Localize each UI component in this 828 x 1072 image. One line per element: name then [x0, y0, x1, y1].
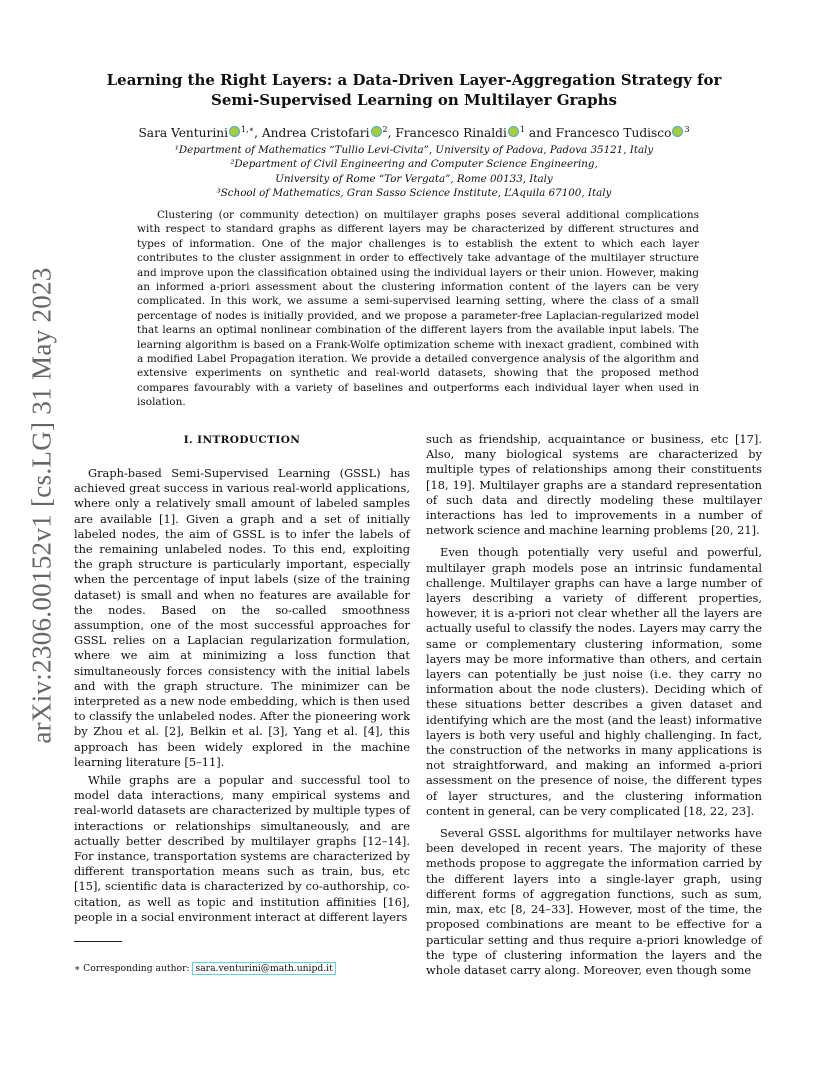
orcid-icon[interactable]	[371, 126, 382, 137]
author-separator: and	[528, 126, 552, 141]
body-paragraph: such as friendship, acquaintance or business, etc [17]. Also, many biological systems are characterized by multiple types of relationships among their constituents [18, 19]. Multilayer graphs are a standard representation of such data and directly modeling these multilayer interactions has led to improvements in a number of network science and machine learning problems [20, 21].	[426, 432, 762, 538]
author-separator: ,	[387, 126, 396, 141]
arxiv-identifier-text: arXiv:2306.00152v1 [cs.LG] 31 May 2023	[26, 266, 57, 744]
author-name[interactable]: Francesco Tudisco	[555, 126, 672, 141]
arxiv-identifier	[22, 266, 62, 744]
body-paragraph: Even though potentially very useful and powerful, multilayer graph models pose an intrinsic fundamental challenge. Multilayer graphs can have a large number of layers describing a variety of different properties, however, it is a-priori not clear whether all the layers are actually useful to classify the nodes. Layers may carry the same or complementary clustering information, some layers may be more informative than others, and certain layers can potentially be just noise (i.e. they carry no information about the node clusters). Deciding which of these situations better describes a given dataset and identifying which are the most (and the least) informative layers is both very useful and highly challenging. In fact, the construction of the networks in many applications is not straightforward, and making an informed a-priori assessment on the presence of noise, the different types of layer structures, and the clustering information content in general, can be very complicated [18, 22, 23].	[426, 545, 762, 818]
author-affiliation-marker: 1,∗	[241, 125, 255, 134]
footnote	[74, 963, 410, 975]
author-affiliation-marker: 1	[519, 125, 525, 134]
author-email-link[interactable]: sara.venturini@math.unipd.it	[192, 962, 335, 975]
paper-title: Learning the Right Layers: a Data-Driven Layer-Aggregation Strategy for Semi-Supervised Learning on Multilayer Graphs	[106, 71, 722, 109]
footnote-label: ∗ Corresponding author:	[74, 963, 190, 974]
affiliations	[100, 143, 728, 201]
abstract: Clustering (or community detection) on multilayer graphs poses several additional complications with respect to standard graphs as different layers may be characterized by different structures and types of information. One of the major challenges is to establish the extent to which each layer contributes to the cluster assignment in order to effectively take advantage of the multilayer structure and improve upon the classification obtained using the individual layers or their union. However, making an informed a-priori assessment about the clustering information content of the layers can be very complicated. In this work, we assume a semi-supervised learning setting, where the class of a small percentage of nodes is initially provided, and we propose a parameter-free Laplacian-regularized model that learns an optimal nonlinear combination of the different layers from the available input labels. The learning algorithm is based on a Frank-Wolfe optimization scheme with inexact gradient, combined with a modified Label Propagation iteration. We provide a detailed convergence analysis of the algorithm and extensive experiments on synthetic and real-world datasets, showing that the proposed method compares favourably with a variety of baselines and outperforms each individual layer when used in isolation.	[137, 209, 699, 409]
section-heading-introduction: I. INTRODUCTION	[183, 434, 301, 446]
orcid-icon[interactable]	[229, 126, 240, 137]
author-list	[100, 121, 728, 142]
body-paragraph: While graphs are a popular and successful tool to model data interactions, many empirical systems and real-world datasets are characterized by multiple types of interactions or relationships simultaneously, and are actually better described by multilayer graphs [12–14]. For instance, transportation systems are characterized by different transportation means such as train, bus, etc [15], scientific data is characterized by co-authorship, co-citation, as well as topic and institution affinities [16], people in a social environment interact at different layers	[74, 773, 410, 924]
author-name[interactable]: Andrea Cristofari	[261, 126, 370, 141]
left-column	[74, 466, 410, 925]
author-affiliation-marker: 2	[382, 125, 388, 134]
right-column	[426, 432, 762, 978]
body-paragraph: Graph-based Semi-Supervised Learning (GSSL) has achieved great success in various real-world applications, where only a relatively small amount of labeled samples are available [1]. Given a graph and a set of initially labeled nodes, the aim of GSSL is to infer the labels of the remaining unlabeled nodes. To this end, exploiting the graph structure is particularly important, especially when the percentage of input labels (size of the training dataset) is small and when no features are available for the nodes. Based on the so-called smoothness assumption, one of the most successful approaches for GSSL relies on a Laplacian regularization formulation, where we aim at minimizing a loss function that simultaneously forces consistency with the initial labels and with the graph structure. The minimizer can be interpreted as a new node embedding, which is then used to classify the unlabeled nodes. After the pioneering work by Zhou et al. [2], Belkin et al. [3], Yang et al. [4], this approach has been widely explored in the machine learning literature [5–11].	[74, 466, 410, 769]
author-name[interactable]: Francesco Rinaldi	[395, 126, 507, 141]
affiliation-line: ¹Department of Mathematics “Tullio Levi-Civita”, University of Padova, Padova 35121, Italy	[174, 144, 654, 156]
body-paragraph: Several GSSL algorithms for multilayer networks have been developed in recent years. The majority of these methods propose to aggregate the information carried by the different layers into a single-layer graph, using different forms of aggregation functions, such as sum, min, max, etc [8, 24–33]. However, most of the time, the proposed combinations are meant to be effective for a particular setting and thus require a-priori knowledge of the type of clustering information the layers and the whole dataset carry along. Moreover, even though some	[426, 826, 762, 977]
affiliation-line: ²Department of Civil Engineering and Computer Science Engineering,	[230, 158, 598, 171]
affiliation-line: ³School of Mathematics, Gran Sasso Science Institute, L’Aquila 67100, Italy	[216, 187, 612, 200]
affiliation-line: University of Rome “Tor Vergata”, Rome 00133, Italy	[275, 172, 553, 185]
author-affiliation-marker: 3	[684, 125, 690, 134]
orcid-icon[interactable]	[508, 126, 519, 137]
footnote-divider	[74, 941, 122, 942]
author-separator: ,	[254, 126, 262, 141]
author-name[interactable]: Sara Venturini	[138, 126, 228, 141]
orcid-icon[interactable]	[672, 126, 683, 137]
